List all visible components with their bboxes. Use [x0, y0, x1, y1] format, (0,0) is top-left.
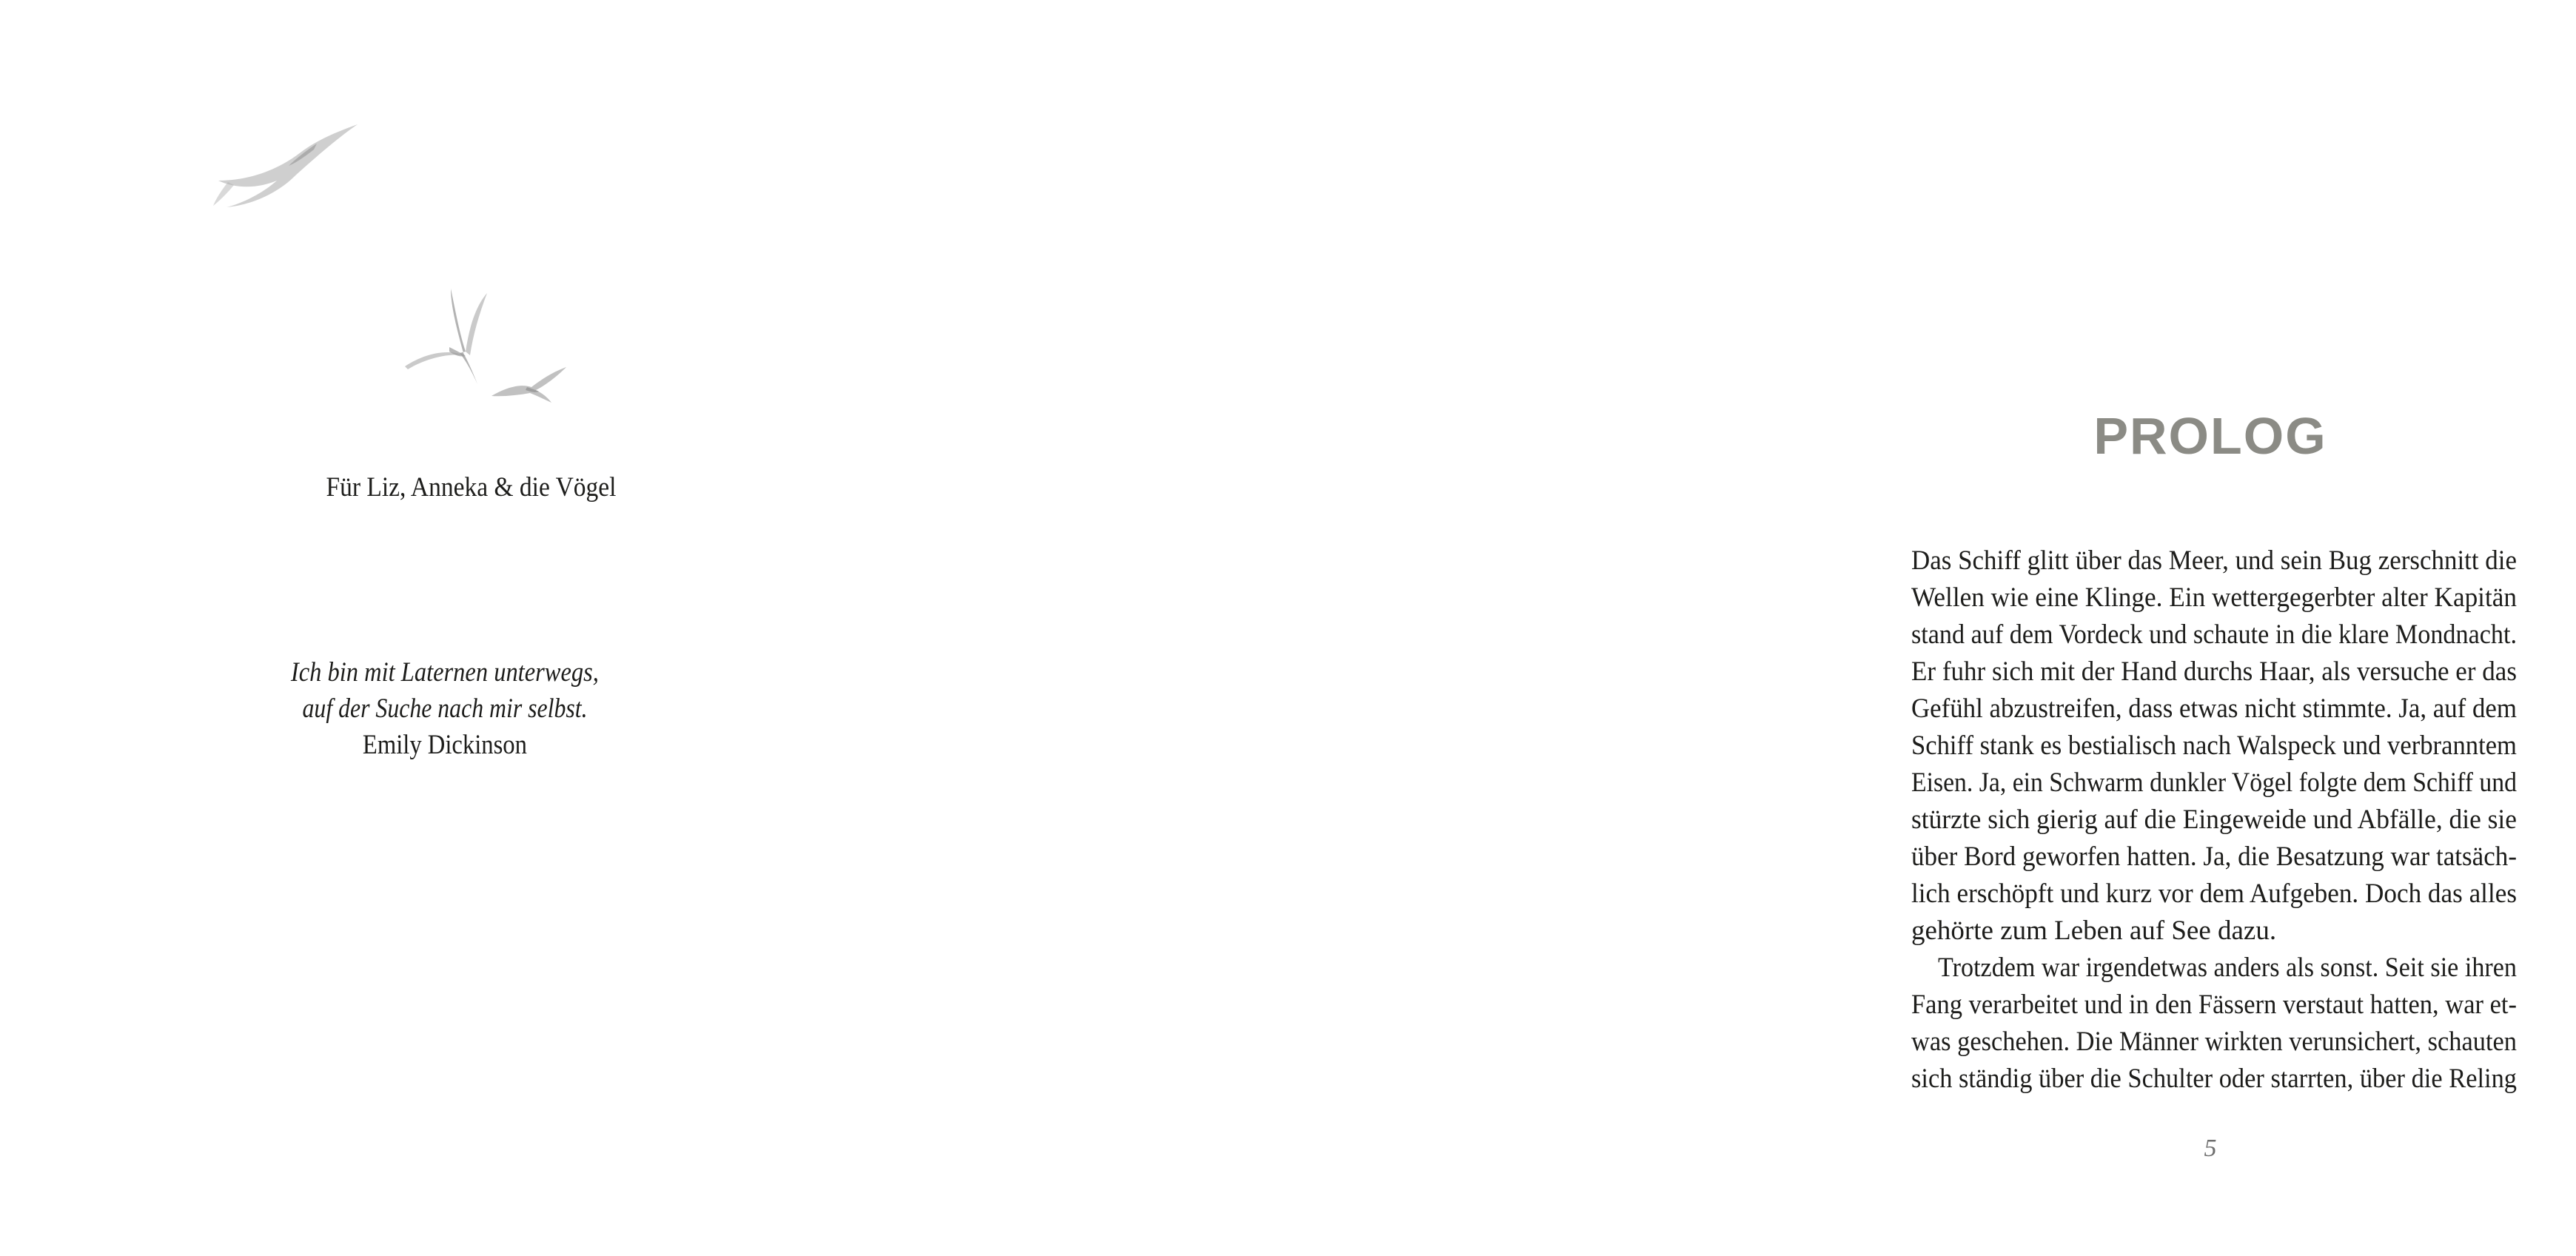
body-text-line-content: Gefühl abzustreifen, dass etwas nicht stimmte. Ja, auf dem: [1911, 694, 2517, 724]
body-text-line-content: sich ständig über die Schulter oder starrten, über die Reling: [1911, 1064, 2517, 1094]
body-text-line: [1911, 950, 2517, 987]
body-text-line: [1911, 691, 2517, 728]
body-text-line: [1911, 987, 2517, 1024]
body-text-line: [1911, 1024, 2517, 1061]
body-text-line-content: Schiff stank es bestialisch nach Walspeck und verbranntem: [1911, 731, 2517, 761]
body-text-line-content: Fang verarbeitet und in den Fässern verstaut hatten, war et-: [1911, 990, 2517, 1020]
body-text-line: [1911, 654, 2517, 691]
body-text-line-content: Er fuhr sich mit der Hand durchs Haar, als versuche er das: [1911, 656, 2517, 687]
quote-line-1: Ich bin mit Laternen unterwegs,: [290, 657, 599, 688]
chapter-heading: PROLOG: [2093, 407, 2327, 465]
body-text-line-content: Eisen. Ja, ein Schwarm dunkler Vögel folgte dem Schiff und: [1911, 768, 2517, 798]
body-text-line-content: stand auf dem Vordeck und schaute in die klare Mondnacht.: [1911, 619, 2517, 650]
gliding-bird-sketch-icon: [489, 365, 570, 409]
page-number: 5: [2204, 1135, 2217, 1162]
body-text: [1911, 543, 2517, 1098]
flying-bird-sketch-icon: [206, 95, 369, 213]
body-text-line-content: Das Schiff glitt über das Meer, und sein Bug zerschnitt die: [1911, 545, 2517, 576]
body-text-line: [1911, 839, 2517, 876]
quote-line-2: auf der Suche nach mir selbst.: [302, 694, 588, 724]
dedication-label: Für Liz, Anneka & die Vögel: [326, 472, 617, 503]
body-text-line: [1911, 617, 2517, 654]
body-text-line: [1911, 876, 2517, 913]
body-text-line-content: was geschehen. Die Männer wirkten verunsichert, schauten: [1911, 1027, 2517, 1057]
epigraph-quote: [223, 654, 667, 763]
body-text-line: [1911, 543, 2517, 580]
body-text-line-content: gehörte zum Leben auf See dazu.: [1911, 916, 2277, 946]
right-page: [888, 0, 2517, 1256]
body-text-line-content: lich erschöpft und kurz vor dem Aufgeben. Doch das alles: [1911, 879, 2517, 909]
quote-attribution: Emily Dickinson: [362, 730, 527, 760]
body-text-line: [1911, 913, 2517, 950]
body-text-line: [1911, 802, 2517, 839]
body-text-line: [1911, 580, 2517, 617]
body-text-line-content: Wellen wie eine Klinge. Ein wettergegerbter alter Kapitän: [1911, 582, 2517, 613]
dedication-text: [311, 471, 617, 505]
body-text-line-content: stürzte sich gierig auf die Eingeweide und Abfälle, die sie: [1911, 805, 2517, 835]
body-text-line: [1911, 765, 2517, 802]
body-text-line-content: über Bord geworfen hatten. Ja, die Besatzung war tatsäch-: [1911, 842, 2517, 872]
body-text-line: [1911, 728, 2517, 765]
body-text-line-content: Trotzdem war irgendetwas anders als sonst. Seit sie ihren: [1938, 953, 2517, 983]
body-text-line: [1911, 1061, 2517, 1098]
left-page: [0, 0, 888, 1256]
